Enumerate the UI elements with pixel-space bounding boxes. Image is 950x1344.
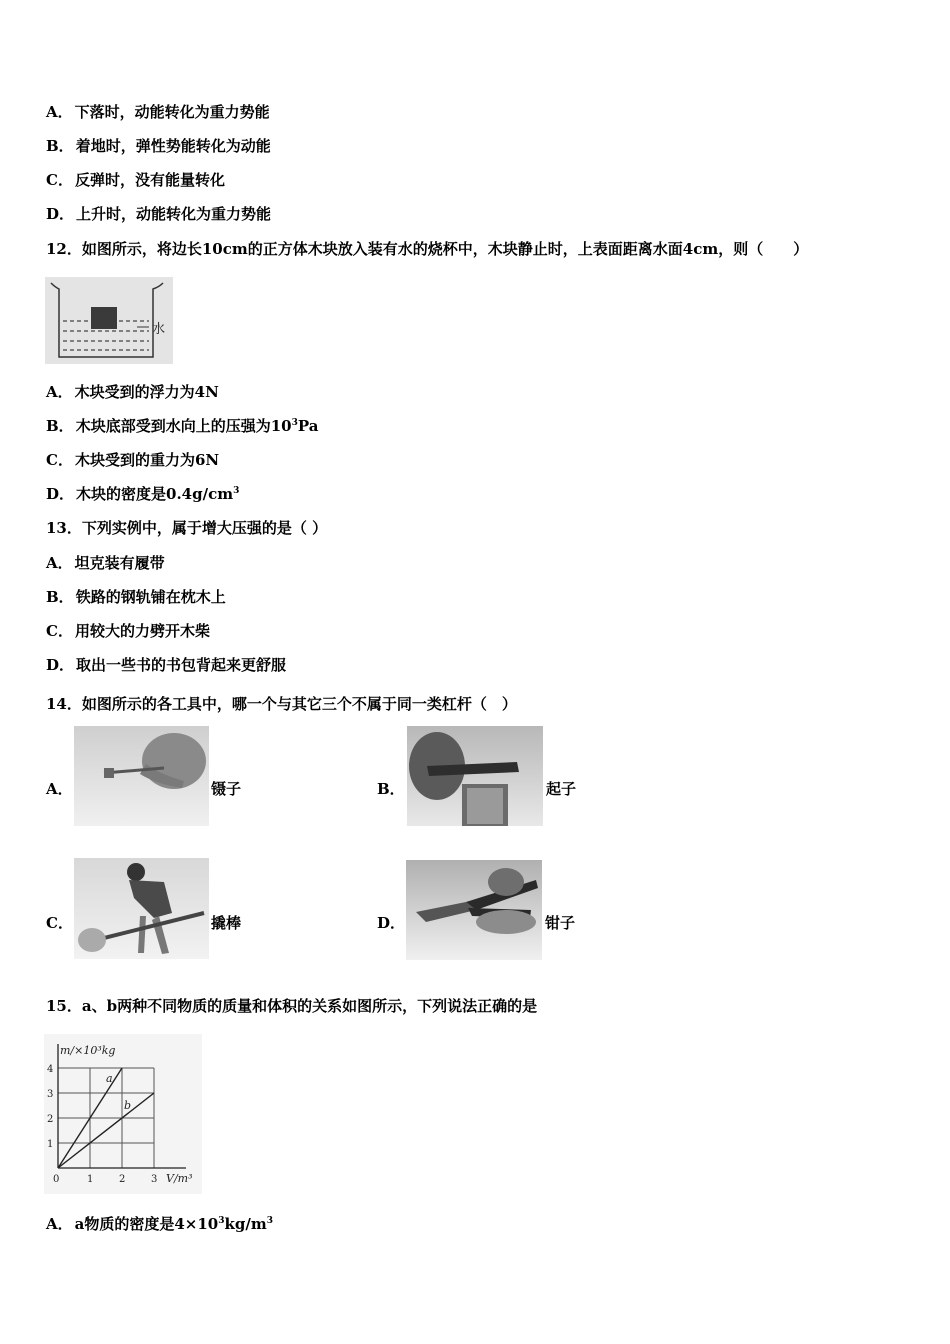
water-label: 水 [152,322,166,337]
chart-svg [44,1034,202,1194]
y-tick-3: 3 [47,1089,54,1100]
q13-option-d: D． 取出一些书的书包背起来更舒服 [46,656,287,674]
pliers-photo [406,860,542,960]
x-tick-0: 0 [53,1174,60,1185]
q14-option-c-label: C． [46,914,73,932]
x-tick-2: 2 [119,1174,126,1185]
y-axis-label: m/×10³kg [60,1044,116,1057]
q14-option-a-label: A． [46,780,73,798]
q14-option-b-caption: 起子 [546,780,577,798]
q13-option-c: C． 用较大的力劈开木柴 [46,622,210,640]
bottle-opener-photo [407,726,543,826]
q14-stem: 14．如图所示的各工具中，哪一个与其它三个不属于同一类杠杆（ ） [46,695,517,713]
q12-option-d: D． 木块的密度是$0.4g/cm^3$ [46,485,240,503]
q14-option-d-label: D． [377,914,406,932]
q12-option-c: C． 木块受到的重力为6N [46,451,220,469]
tweezers-drawing [74,726,209,826]
x-tick-3: 3 [151,1174,158,1185]
series-label-a: a [106,1072,113,1085]
q14-option-c-caption: 撬棒 [211,914,242,932]
q14-option-a-caption: 镊子 [211,780,242,798]
q15-stem: 15．a、b两种不同物质的质量和体积的关系如图所示，下列说法正确的是 [46,997,538,1015]
x-axis-label: V/m³ [166,1172,193,1185]
q12-option-b: B． 木块底部受到水向上的压强为$10^3Pa$ [46,417,319,435]
q13-option-a: A． 坦克装有履带 [46,554,165,572]
x-tick-1: 1 [87,1174,94,1185]
beaker-figure [45,277,173,364]
q14-option-d-caption: 钳子 [545,914,576,932]
beaker-drawing [45,277,173,364]
y-tick-1: 1 [47,1139,54,1150]
series-label-b: b [124,1099,132,1112]
q12-option-a: A． 木块受到的浮力为4N [46,383,219,401]
q11-option-a: A． 下落时，动能转化为重力势能 [46,103,270,121]
q15-option-a: A． a物质的密度是$4\times 10^3kg/m^3$ [46,1215,274,1233]
pliers-drawing [406,860,542,960]
q13-stem: 13．下列实例中，属于增大压强的是（ ） [46,519,328,537]
bottle-opener-drawing [407,726,543,826]
y-tick-2: 2 [47,1114,54,1125]
y-tick-4: 4 [47,1064,54,1075]
series-line-b [58,1093,154,1168]
q14-option-b-label: B． [377,780,405,798]
q12-stem: 12．如图所示，将边长10cm的正方体木块放入装有水的烧杯中，木块静止时，上表面距离水面4cm，则（ ） [46,240,809,258]
q11-option-b: B． 着地时，弹性势能转化为动能 [46,137,271,155]
mass-volume-chart [44,1034,202,1194]
chart-ticks [47,1064,157,1185]
crowbar-photo [74,858,209,959]
tweezers-photo [74,726,209,826]
q11-option-d: D． 上升时，动能转化为重力势能 [46,205,272,223]
q11-option-c: C． 反弹时，没有能量转化 [46,171,225,189]
crowbar-drawing [74,858,209,959]
q13-option-b: B． 铁路的钢轨铺在枕木上 [46,588,226,606]
